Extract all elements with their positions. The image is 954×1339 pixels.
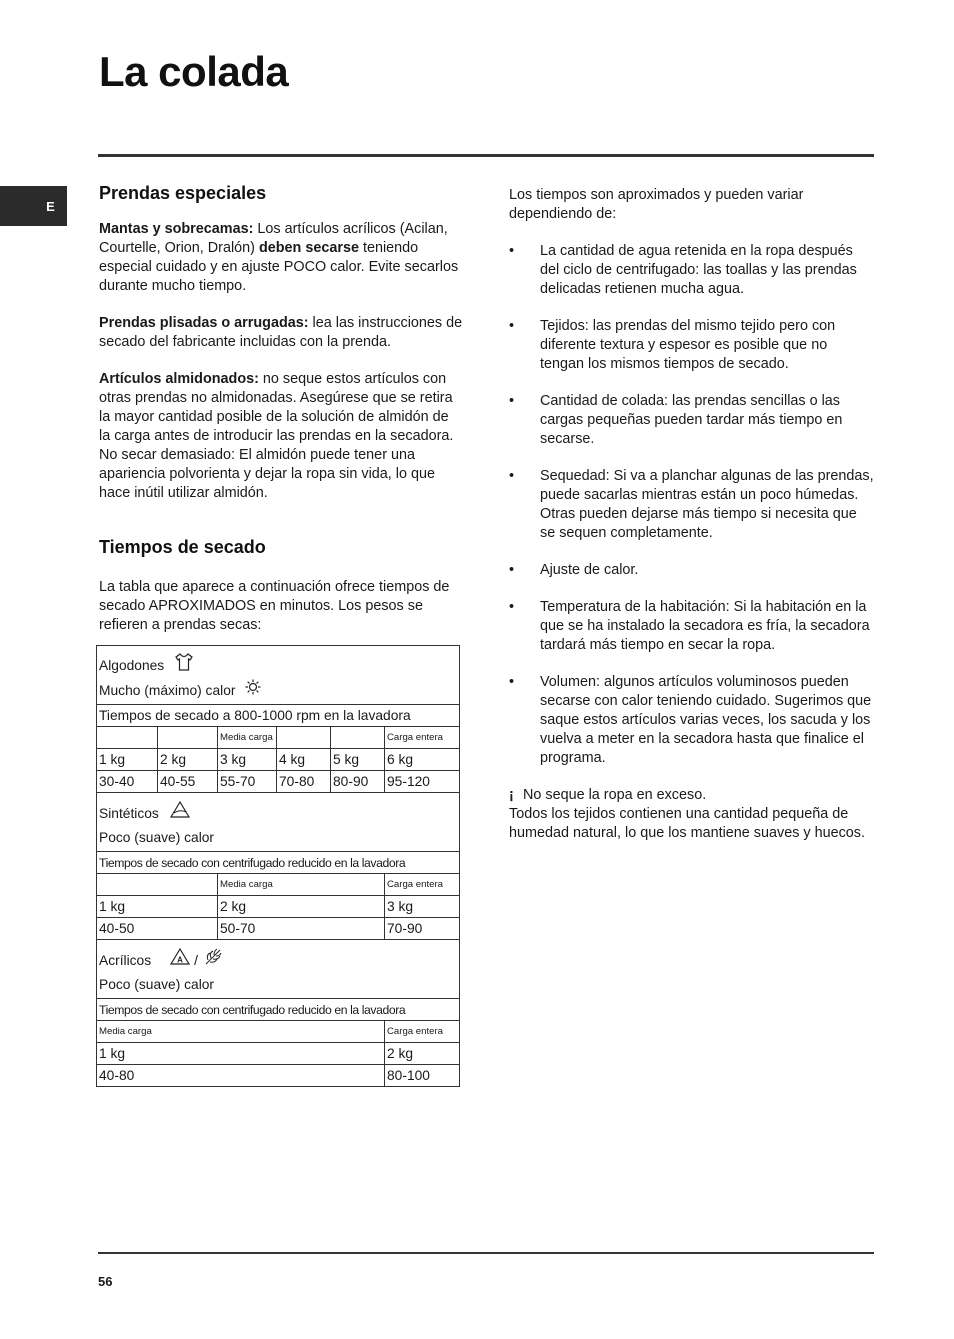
paragraph-starched: Artículos almidonados: no seque estos artículos con otras prendas no almidonadas. Asegúrese que se retira la mayor cantidad posible de la solución de almidón de la carga antes de introducir las prendas en la secadora. No secar demasiado: El almidón puede tener una apariencia polvorienta y dejar la ropa sin vida, lo que hace inútil utilizar almidón. [99, 371, 454, 501]
top-divider [98, 154, 874, 157]
cotton-weight: 3 kg [218, 749, 277, 771]
cotton-time: 70-80 [277, 771, 331, 793]
bullet: • [509, 674, 515, 690]
cotton-weight: 6 kg [385, 749, 460, 771]
language-tab [0, 186, 67, 226]
overdrying-note: ¡ No seque la ropa en exceso. Todos los tejidos contienen una cantidad pequeña de humedad natural, lo que los mantiene suaves y huecos. [509, 787, 865, 841]
cotton-weight: 1 kg [97, 749, 158, 771]
cotton-time: 95-120 [385, 771, 460, 793]
left-column [99, 183, 463, 653]
synthetics-note: Tiempos de secado con centrifugado reducido en la lavadora [97, 852, 460, 874]
cotton-weight: 4 kg [277, 749, 331, 771]
cotton-weight: 2 kg [158, 749, 218, 771]
list-item: • La cantidad de agua retenida en la ropa después del ciclo de centrifugado: las toallas y las prendas delicadas retienen mucha agua. [509, 243, 857, 297]
list-item: • Volumen: algunos artículos voluminosos pueden secarse con calor teniendo cuidado. Sugerimos que saque estos artículos varias veces, los sacuda y los vuelva a meter en la secadora hasta que finalice el programa. [509, 674, 872, 766]
acrylics-label: Acrílicos [99, 952, 152, 968]
cotton-time: 55-70 [218, 771, 277, 793]
acrylics-half-load-label: Media carga [97, 1021, 385, 1043]
bottom-divider [98, 1252, 874, 1254]
acrylics-weight: 2 kg [385, 1043, 460, 1065]
section-title-drying-times: Tiempos de secado [99, 537, 266, 557]
paragraph-pleated: Prendas plisadas o arrugadas: lea las instrucciones de secado del fabricante incluidas con la prenda. [99, 315, 463, 350]
language-tab-label: E [46, 198, 55, 214]
list-item: • Ajuste de calor. [509, 562, 639, 578]
synthetics-header [97, 793, 460, 852]
page-number: 56 [98, 1274, 113, 1289]
wool-icon [203, 947, 223, 974]
iron-triangle-icon [169, 800, 191, 827]
iron-a-icon [169, 947, 191, 974]
right-column [509, 186, 875, 843]
acrylics-heat-label: Poco (suave) calor [99, 977, 215, 992]
sun-icon [245, 679, 261, 702]
acrylics-header [97, 940, 460, 999]
bullet: • [509, 318, 515, 334]
synthetics-label: Sintéticos [99, 805, 159, 821]
bullet: • [509, 599, 515, 615]
bullet: • [509, 243, 515, 259]
cotton-weight: 5 kg [331, 749, 385, 771]
cotton-header [97, 646, 460, 705]
drying-factors-list [509, 242, 875, 768]
synthetics-weight: 2 kg [218, 896, 385, 918]
acrylics-full-load-label: Carga entera [385, 1021, 460, 1043]
synthetics-full-load-label: Carga entera [385, 874, 460, 896]
cotton-time: 30-40 [97, 771, 158, 793]
tshirt-icon [174, 652, 194, 679]
cotton-label: Algodones [99, 657, 165, 673]
page-title: La colada [99, 48, 289, 95]
acrylics-time: 80-100 [385, 1065, 460, 1087]
acrylics-note: Tiempos de secado con centrifugado reducido en la lavadora [97, 999, 460, 1021]
cotton-heat-label: Mucho (máximo) calor [99, 682, 236, 698]
drying-times-table [96, 645, 460, 1087]
list-item: • Temperatura de la habitación: Si la habitación en la que se ha instalado la secadora es fría, la secadora tardará más tiempo en secar la ropa. [509, 599, 870, 653]
synthetics-time: 70-90 [385, 918, 460, 940]
bullet: • [509, 393, 515, 409]
synthetics-weight: 1 kg [97, 896, 218, 918]
acrylics-time: 40-80 [97, 1065, 385, 1087]
overdrying-note-detail: Todos los tejidos contienen una cantidad pequeña de humedad natural, lo que los mantiene suaves y huecos. [509, 806, 865, 841]
paragraph-table-intro: La tabla que aparece a continuación ofrece tiempos de secado APROXIMADOS en minutos. Los pesos se refieren a prendas secas: [99, 579, 450, 633]
acrylics-weight: 1 kg [97, 1043, 385, 1065]
cotton-half-load-label: Media carga [218, 727, 277, 749]
synthetics-half-load-label: Media carga [218, 874, 385, 896]
cotton-note: Tiempos de secado a 800-1000 rpm en la lavadora [97, 705, 460, 727]
synthetics-time: 50-70 [218, 918, 385, 940]
acrylics-separator: / [194, 952, 198, 968]
bullet: • [509, 562, 515, 578]
list-item: • Sequedad: Si va a planchar algunas de las prendas, puede sacarlas mientras están un poco húmedas. Otras pueden dejarse más tiempo si necesita que se sequen completamente. [509, 468, 874, 541]
drying-factors-intro: Los tiempos son aproximados y pueden variar dependiendo de: [509, 187, 804, 222]
synthetics-weight: 3 kg [385, 896, 460, 918]
paragraph-blankets: Mantas y sobrecamas: Los artículos acrílicos (Acilan, Courtelle, Orion, Dralón) deben secarse teniendo especial cuidado y en ajuste POCO calor. Evite secarlos durante mucho tiempo. [99, 221, 459, 294]
bullet: • [509, 468, 515, 484]
synthetics-time: 40-50 [97, 918, 218, 940]
svg-text:A: A [177, 955, 184, 965]
cotton-time: 80-90 [331, 771, 385, 793]
section-title-special-items: Prendas especiales [99, 183, 267, 203]
synthetics-heat-label: Poco (suave) calor [99, 830, 215, 845]
cotton-time: 40-55 [158, 771, 218, 793]
list-item: • Cantidad de colada: las prendas sencillas o las cargas pequeñas pueden tardar más tiempo en secarse. [509, 393, 843, 447]
info-icon: ¡ [509, 787, 514, 803]
list-item: • Tejidos: las prendas del mismo tejido pero con diferente textura y espesor es posible que no tengan los mismos tiempos de secado. [509, 318, 836, 372]
cotton-full-load-label: Carga entera [385, 727, 460, 749]
